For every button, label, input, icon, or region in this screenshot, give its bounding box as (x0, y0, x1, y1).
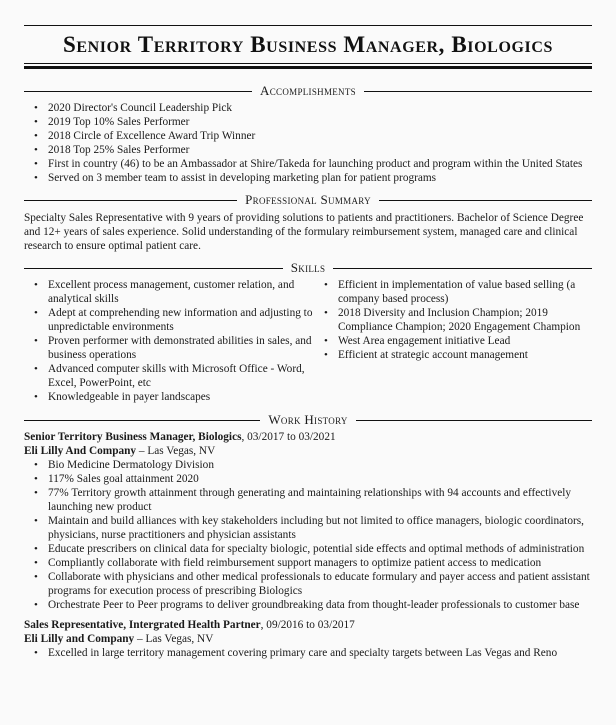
list-item: • 2018 Circle of Excellence Award Trip Winner (24, 129, 592, 143)
job-title-line (24, 618, 592, 632)
section-heading-label: Accomplishments (260, 83, 356, 98)
title-bottom-rule-thick (24, 66, 592, 69)
list-item: • Efficient at strategic account management (314, 348, 592, 362)
list-item: • Knowledgeable in payer landscapes (24, 390, 314, 404)
resume-page (0, 25, 616, 660)
accomplishments-list (24, 101, 592, 185)
list-item: • Excelled in large territory management covering primary care and specialty targets between Las Vegas and Reno (24, 646, 592, 660)
skills-list-left (24, 278, 314, 404)
section-heading-summary (24, 192, 592, 208)
section-heading-work-history (24, 412, 592, 428)
heading-rule-right (356, 420, 592, 421)
list-item: • Compliantly collaborate with field reimbursement support managers to optimize patient access to medication (24, 556, 592, 570)
title-bottom-rule-thin (24, 63, 592, 64)
list-item: • Maintain and build alliances with key stakeholders including but not limited to office managers, biologic coordinators, physicians, nurse practitioners and physician assistants (24, 514, 592, 542)
list-item: • Advanced computer skills with Microsoft Office - Word, Excel, PowerPoint, etc (24, 362, 314, 390)
list-item: • Collaborate with physicians and other medical professionals to educate formulary and payer access and patient assistant programs for execution process of prescribing Biologics (24, 570, 592, 598)
list-item: • West Area engagement initiative Lead (314, 334, 592, 348)
job-title: Sales Representative, Intergrated Health Partner (24, 619, 261, 631)
list-item: • Served on 3 member team to assist in developing marketing plan for patient programs (24, 171, 592, 185)
job-dates: , 09/2016 to 03/2017 (260, 619, 355, 631)
list-item: • Bio Medicine Dermatology Division (24, 458, 592, 472)
job-dates: , 03/2017 to 03/2021 (241, 431, 336, 443)
list-item: • Efficient in implementation of value based selling (a company based process) (314, 278, 592, 306)
heading-rule-left (24, 420, 260, 421)
list-item: • First in country (46) to be an Ambassador at Shire/Takeda for launching product and program within the United States (24, 157, 592, 171)
company-name: Eli Lilly And Company (24, 445, 137, 457)
heading-rule-right (364, 91, 592, 92)
list-item: • Proven performer with demonstrated abilities in sales, and business operations (24, 334, 314, 362)
list-item: • Orchestrate Peer to Peer programs to deliver groundbreaking data from thought-leader professionals to customer base (24, 598, 592, 612)
skills-list-right (314, 278, 592, 404)
skills-columns (24, 278, 592, 404)
title-top-rule (24, 25, 592, 26)
company-line (24, 632, 592, 646)
job-location: – Las Vegas, NV (134, 633, 214, 645)
job-bullets (24, 646, 592, 660)
section-heading-accomplishments (24, 83, 592, 99)
list-item: • 2020 Director's Council Leadership Pick (24, 101, 592, 115)
heading-rule-left (24, 200, 237, 201)
list-item: • 77% Territory growth attainment through generating and maintaining relationships with 94 accounts and effectively launching new product (24, 486, 592, 514)
list-item: • 2018 Top 25% Sales Performer (24, 143, 592, 157)
list-item: • 2018 Diversity and Inclusion Champion; 2019 Compliance Champion; 2020 Engagement Champion (314, 306, 592, 334)
summary-text: Specialty Sales Representative with 9 years of providing solutions to patients and practitioners. Bachelor of Science Degree and 12+ years of sales experience. Solid understanding of the formulary reimbursement system, managed care and clinical research to ensure optimal patient care. (24, 212, 584, 252)
list-item: • 117% Sales goal attainment 2020 (24, 472, 592, 486)
heading-rule-left (24, 91, 252, 92)
job-title: Senior Territory Business Manager, Biologics (24, 431, 242, 443)
heading-rule-right (333, 268, 592, 269)
list-item: • Educate prescribers on clinical data for specialty biologic, potential side effects and optimal methods of administration (24, 542, 592, 556)
section-heading-label: Professional Summary (245, 192, 371, 207)
list-item: • Adept at comprehending new information and adjusting to unpredictable environments (24, 306, 314, 334)
job-entry (24, 618, 592, 660)
list-item: • 2019 Top 10% Sales Performer (24, 115, 592, 129)
company-line (24, 444, 592, 458)
heading-rule-left (24, 268, 283, 269)
job-title-line (24, 430, 592, 444)
section-heading-skills (24, 260, 592, 276)
section-heading-label: Skills (290, 260, 326, 275)
list-item: • Excellent process management, customer relation, and analytical skills (24, 278, 314, 306)
job-entry (24, 430, 592, 612)
job-location: – Las Vegas, NV (136, 445, 216, 457)
section-heading-label: Work History (268, 412, 348, 427)
company-name: Eli Lilly and Company (24, 633, 135, 645)
heading-rule-right (379, 200, 592, 201)
job-bullets (24, 458, 592, 612)
resume-title: Senior Territory Business Manager, Biologics (62, 32, 554, 57)
